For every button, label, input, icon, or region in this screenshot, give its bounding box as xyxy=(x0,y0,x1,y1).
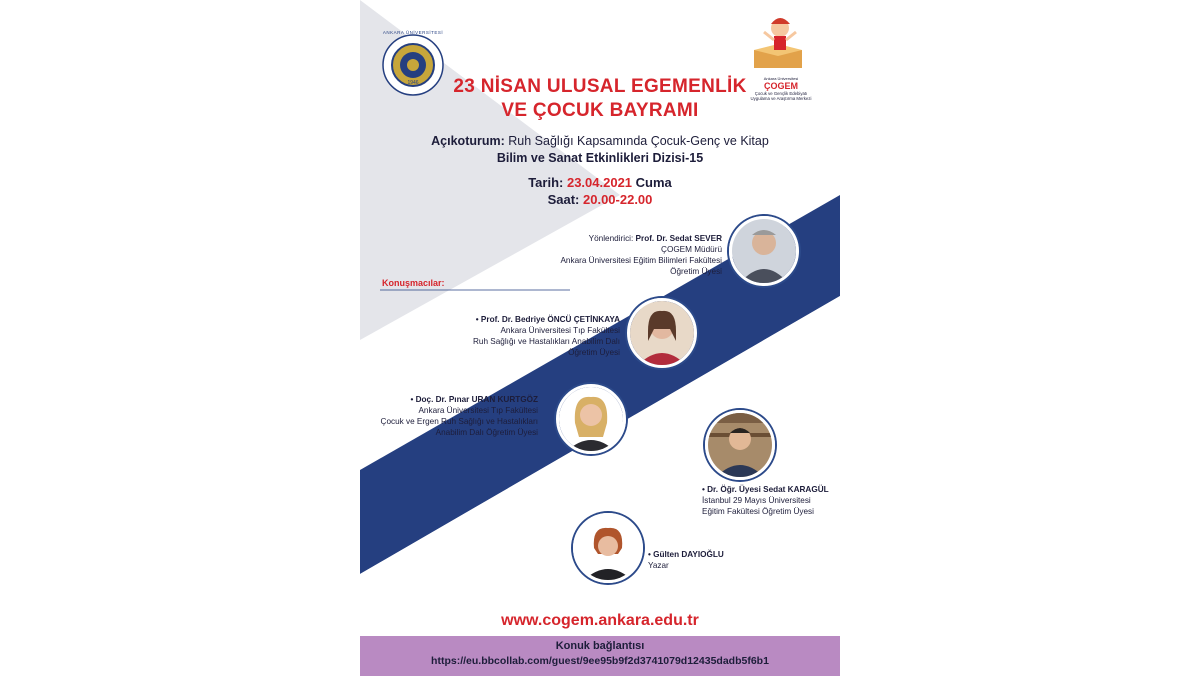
guest-link-label: Konuk bağlantısı xyxy=(555,640,645,652)
panel-topic-text: Ruh Sağlığı Kapsamında Çocuk-Genç ve Kitap xyxy=(504,134,769,148)
cogem-child-book-icon xyxy=(750,14,810,76)
speaker-2-info: • Doç. Dr. Pınar URAN KURTGÖZ Ankara Üniversitesi Tıp Fakültesi Çocuk ve Ergen Ruh Sağlığı ve Hastalıkları Anabilim Dalı Öğretim Üyesi xyxy=(380,395,538,437)
moderator-name: Prof. Dr. Sedat SEVER xyxy=(635,234,722,243)
series-name: Bilim ve Sanat Etkinlikleri Dizisi-15 xyxy=(496,151,704,165)
cogem-line1: Ankara Üniversitesi xyxy=(763,76,799,81)
event-date: Tarih: 23.04.2021 Cuma xyxy=(528,175,672,190)
speaker-3-info: • Dr. Öğr. Üyesi Sedat KARAGÜL İstanbul 29 Mayıs Üniversitesi Eğitim Fakültesi Öğretim Üyesi xyxy=(702,485,829,516)
cogem-name: ÇOGEM xyxy=(763,81,798,91)
speaker-1-photo xyxy=(627,298,697,368)
cogem-line3: Uygulama ve Araştırma Merkezi xyxy=(750,96,812,101)
event-time-value: 20.00-22.00 xyxy=(583,192,653,207)
speaker-3-photo xyxy=(705,410,775,480)
speaker-1-info: • Prof. Dr. Bedriye ÖNCÜ ÇETİNKAYA Ankara Üniversitesi Tıp Fakültesi Ruh Sağlığı ve Hastalıkları Anabilim Dalı Öğretim Üyesi xyxy=(473,315,620,357)
speaker-2-photo xyxy=(556,384,626,454)
university-year: 1946 xyxy=(407,80,419,86)
guest-link-url[interactable]: https://eu.bbcollab.com/guest/9ee95b9f2d3741079d12435dadb5f6b1 xyxy=(431,655,769,667)
moderator-info: Yönlendirici: Prof. Dr. Sedat SEVER ÇOGEM Müdürü Ankara Üniversitesi Eğitim Bilimleri Fakültesi Öğretim Üyesi xyxy=(560,234,722,276)
speaker-4-photo xyxy=(573,513,643,583)
moderator-role: Yönlendirici: xyxy=(588,234,636,243)
university-name: ANKARA ÜNİVERSİTESİ xyxy=(382,30,444,35)
website-link[interactable]: www.cogem.ankara.edu.tr xyxy=(501,612,699,629)
speakers-heading: Konuşmacılar: xyxy=(382,278,445,288)
event-time: Saat: 20.00-22.00 xyxy=(547,192,653,207)
speaker-4-info: • Gülten DAYIOĞLU Yazar xyxy=(648,550,724,570)
panel-label: Açıkoturum: xyxy=(431,134,505,148)
cogem-line2: Çocuk ve Gençlik Edebiyatı xyxy=(754,91,808,96)
event-poster xyxy=(360,0,840,676)
poster-title-line2: VE ÇOCUK BAYRAMI xyxy=(501,100,699,121)
moderator-photo xyxy=(729,216,799,286)
poster-title-line1: 23 NİSAN ULUSAL EGEMENLİK xyxy=(453,76,747,97)
event-date-value: 23.04.2021 xyxy=(566,175,633,190)
panel-topic xyxy=(360,134,840,148)
